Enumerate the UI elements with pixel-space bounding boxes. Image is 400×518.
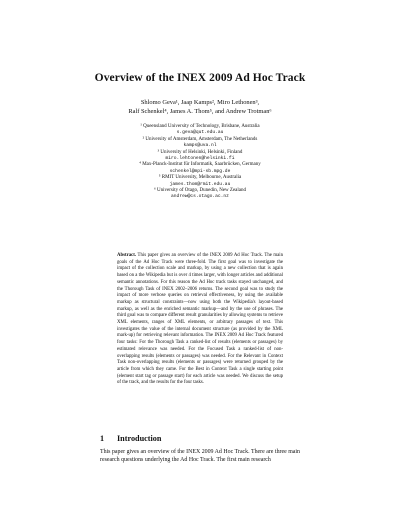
affiliation-email: schenkel@mpi-sb.mpg.de: [169, 168, 231, 174]
section-number: 1: [100, 434, 105, 443]
affiliation-email: andrew@cs.otago.ac.nz: [171, 194, 229, 200]
section-title: Introduction: [117, 434, 162, 443]
affiliation-email: james.thom@rmit.edu.au: [169, 181, 231, 187]
section-heading: [100, 434, 300, 443]
affiliation-name: ³ University of Helsinki, Helsinki, Finland: [157, 149, 243, 155]
affiliation-email: miro.lehtonen@helsinki.fi: [165, 156, 235, 162]
affiliation-name: ¹ Queensland University of Technology, Brisbane, Australia: [140, 124, 260, 129]
affiliation-name: ⁵ RMIT University, Melbourne, Australia: [158, 175, 242, 181]
intro-paragraph: This paper gives an overview of the INEX 2009 Ad Hoc Track. There are three main research questions underlying the Ad Hoc Track. The first main research: [100, 449, 300, 463]
affiliation-email: s.geva@qut.edu.au: [176, 130, 224, 136]
author-line: Shlomo Geva¹, Jaap Kamps², Miro Lethonen³,: [140, 99, 260, 106]
abstract-text: This paper gives an overview of the INEX 2009 Ad Hoc Track. The main goals of the Ad Hoc Track were three-fold. The first goal was to investigate the impact of the collection scale and markup, by using a new collection that is again based on a the Wikipedia but is over 4 times larger, with longer articles and additional semantic annotations. For this reason the Ad Hoc track tasks stayed unchanged, and the Thorough Task of INEX 2002–2006 returns. The second goal was to study the impact of more verbose queries on retrieval effectiveness, by using the available markup as structural constraints—now using both the Wikipedia's layout-based markup, as well as the enriched semantic markup—and by the use of phrases. The third goal was to compare different result granularities by allowing systems to retrieve XML elements, ranges of XML elements, or arbitrary passages of text. This investigates the value of the internal document structure (as provided by the XML mark-up) for retrieving relevant information. The INEX 2009 Ad Hoc Track featured four tasks: For the Thorough Task a ranked-list of results (elements or passages) by estimated relevance was needed. For the Focused Task a ranked-list of non-overlapping results (elements or passages) was needed. For the Relevant in Context Task non-overlapping results (elements or passages) were returned grouped by the article from which they came. For the Best in Context Task a single starting point (element start tag or passage start) for each article was needed. We discuss the setup of the track, and the results for the four tasks.: [117, 253, 283, 386]
affiliation-email: kamps@uva.nl: [183, 143, 217, 149]
affiliation-list: [0, 124, 400, 201]
affiliation-name: ² University of Amsterdam, Amsterdam, The Netherlands: [142, 136, 258, 142]
author-line: Ralf Schenkel⁴, James A. Thom⁵, and Andrew Trotman⁶: [128, 108, 272, 115]
affiliation-name: ⁶ University of Otago, Dunedin, New Zealand: [154, 188, 246, 194]
abstract: [117, 253, 283, 387]
abstract-label: Abstract.: [117, 253, 137, 258]
affiliation-name: ⁴ Max-Planck-Institut für Informatik, Saarbrücken, Germany: [139, 162, 261, 168]
paper-title: Overview of the INEX 2009 Ad Hoc Track: [94, 72, 306, 84]
author-list: [0, 98, 400, 116]
